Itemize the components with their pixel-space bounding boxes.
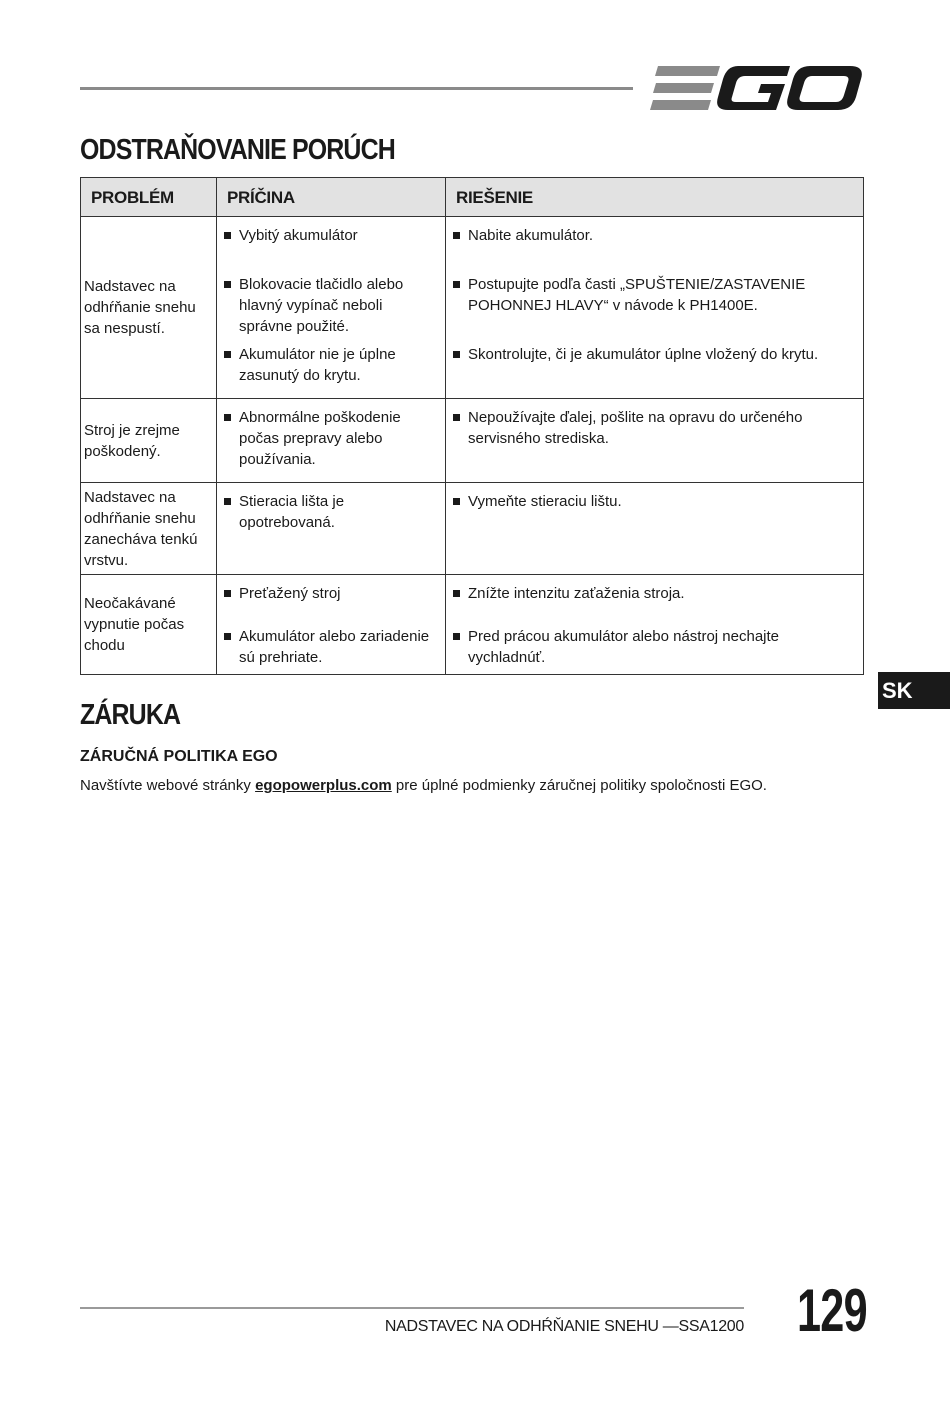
cause-item: Vybitý akumulátor bbox=[223, 225, 439, 246]
solution-item: Pred prácou akumulátor alebo nástroj nechajte vychladnúť. bbox=[452, 626, 857, 668]
problem-cell: Nadstavec na odhŕňanie snehu zanecháva tenkú vrstvu. bbox=[81, 483, 217, 575]
problem-cell: Neočakávané vypnutie počas chodu bbox=[81, 575, 217, 675]
problem-cell: Nadstavec na odhŕňanie snehu sa nespustí. bbox=[81, 217, 217, 399]
solution-cell bbox=[446, 575, 864, 675]
footer-product-name: NADSTAVEC NA ODHŔŇANIE SNEHU —SSA1200 bbox=[384, 1318, 744, 1335]
solution-cell bbox=[446, 399, 864, 483]
header-problem: PROBLÉM bbox=[81, 178, 217, 217]
cause-item: Blokovacie tlačidlo alebo hlavný vypínač neboli správne použité. bbox=[223, 274, 439, 337]
page-number: 129 bbox=[797, 1277, 867, 1344]
warranty-text-after: pre úplné podmienky záručnej politiky spoločnosti EGO. bbox=[391, 777, 767, 794]
solution-item: Skontrolujte, či je akumulátor úplne vložený do krytu. bbox=[452, 344, 857, 365]
cause-cell bbox=[217, 483, 446, 575]
cause-item: Abnormálne poškodenie počas prepravy alebo používania. bbox=[223, 407, 439, 470]
table-header-row bbox=[81, 178, 864, 217]
cause-cell bbox=[217, 575, 446, 675]
cause-cell bbox=[217, 217, 446, 399]
cause-cell bbox=[217, 399, 446, 483]
solution-cell bbox=[446, 483, 864, 575]
cause-item: Preťažený stroj bbox=[223, 583, 439, 604]
warranty-title: ZÁRUKA bbox=[80, 699, 181, 731]
solution-item: Vymeňte stieraciu lištu. bbox=[452, 491, 857, 512]
solution-item: Nepoužívajte ďalej, pošlite na opravu do určeného servisného strediska. bbox=[452, 407, 857, 449]
solution-item: Postupujte podľa časti „SPUŠTENIE/ZASTAVENIE POHONNEJ HLAVY“ v návode k PH1400E. bbox=[452, 274, 857, 316]
cause-item: Akumulátor alebo zariadenie sú prehriate. bbox=[223, 626, 439, 668]
table-row bbox=[81, 483, 864, 575]
cause-item: Akumulátor nie je úplne zasunutý do krytu. bbox=[223, 344, 439, 386]
language-tab: SK bbox=[878, 672, 950, 709]
problem-cell: Stroj je zrejme poškodený. bbox=[81, 399, 217, 483]
table-row bbox=[81, 217, 864, 399]
ego-logo bbox=[650, 64, 862, 112]
warranty-text bbox=[80, 777, 767, 794]
table-row bbox=[81, 399, 864, 483]
solution-cell bbox=[446, 217, 864, 399]
warranty-subtitle: ZÁRUČNÁ POLITIKA EGO bbox=[80, 748, 278, 765]
header-rule bbox=[80, 87, 633, 90]
troubleshooting-title: ODSTRAŇOVANIE PORÚCH bbox=[80, 134, 395, 166]
header-solution: RIEŠENIE bbox=[446, 178, 864, 217]
cause-item: Stieracia lišta je opotrebovaná. bbox=[223, 491, 439, 533]
footer-rule bbox=[80, 1307, 744, 1309]
troubleshooting-table bbox=[80, 177, 864, 675]
header-cause: PRÍČINA bbox=[217, 178, 446, 217]
warranty-link[interactable]: egopowerplus.com bbox=[255, 777, 392, 794]
table-row bbox=[81, 575, 864, 675]
warranty-text-before: Navštívte webové stránky bbox=[80, 777, 256, 794]
solution-item: Znížte intenzitu zaťaženia stroja. bbox=[452, 583, 857, 604]
solution-item: Nabite akumulátor. bbox=[452, 225, 857, 246]
